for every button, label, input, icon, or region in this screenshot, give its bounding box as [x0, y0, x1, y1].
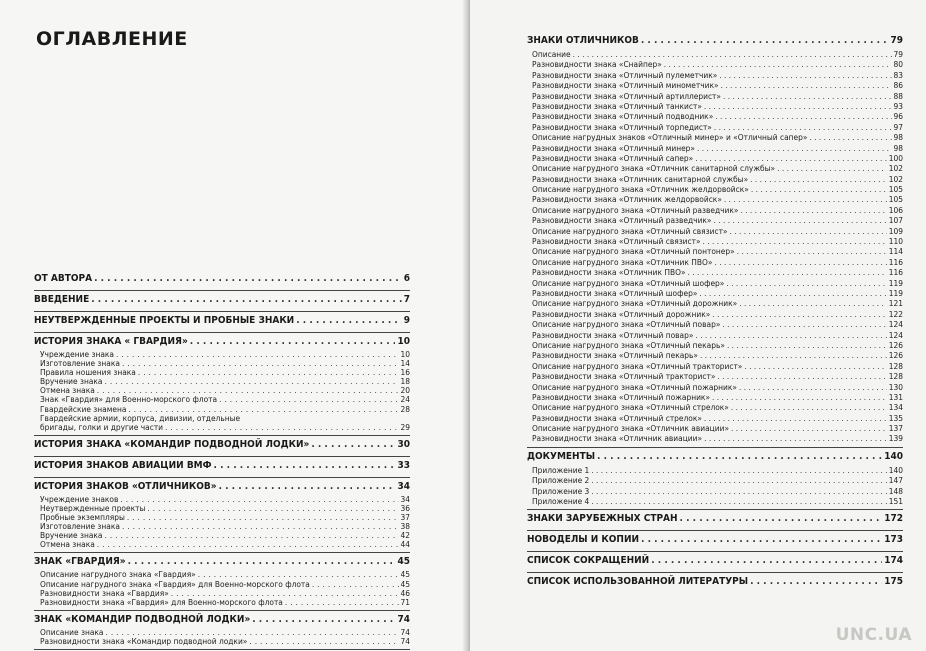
dot-leader [122, 359, 399, 368]
toc-section-page: 174 [884, 555, 903, 567]
toc-entry-page: 121 [888, 298, 903, 309]
toc-entry [527, 298, 903, 308]
toc-entry-title: Описание нагрудного знака «Отличник авиации» [532, 423, 730, 434]
dot-leader [699, 288, 886, 298]
toc-entry [527, 350, 903, 360]
toc-entry-page: 34 [400, 493, 410, 504]
dot-leader [680, 510, 883, 527]
toc-section [34, 270, 410, 287]
toc-entry [527, 80, 903, 90]
toc-entry-title: Разновидности знака «Отличный дорожник» [532, 308, 711, 319]
dot-leader [105, 531, 399, 540]
toc-entry [527, 371, 903, 381]
toc-entry-page: 80 [893, 59, 903, 70]
toc-entry-page: 126 [888, 350, 903, 361]
toc-entry-title: Разновидности знака «Отличный пекарь» [532, 350, 698, 361]
toc-entry-page: 122 [888, 308, 903, 319]
right-page [470, 0, 926, 651]
toc-section-title: СПИСОК СОКРАЩЕНИЙ [527, 555, 650, 567]
dot-leader [219, 395, 398, 404]
toc-section-page: 10 [397, 336, 410, 347]
toc-entry [527, 163, 903, 173]
toc-section-title: ВВЕДЕНИЕ [34, 294, 90, 305]
toc-section [527, 573, 903, 590]
toc-entry-title: Пробные экземпляры [40, 512, 125, 523]
toc-entry-title: Разновидности знака «Отличный разведчик» [532, 215, 712, 226]
dot-leader [809, 132, 891, 142]
toc-section [34, 478, 410, 495]
dot-leader [147, 504, 398, 513]
dot-leader [727, 340, 887, 350]
dot-leader [695, 330, 886, 340]
dot-leader [597, 448, 882, 465]
toc-section-page: 9 [403, 315, 410, 326]
dot-leader [737, 246, 887, 256]
dot-leader [750, 573, 882, 590]
dot-leader [105, 377, 399, 386]
dot-leader [717, 371, 886, 381]
toc-entry [527, 236, 903, 246]
dot-leader [722, 319, 886, 329]
dot-leader [704, 413, 887, 423]
toc-entry [527, 143, 903, 153]
toc-entry-page: 42 [400, 530, 410, 541]
toc-section-page: 140 [884, 450, 903, 462]
toc-entry-title: Учреждение знака [40, 349, 114, 359]
toc-entry-title: Вручение знака [40, 530, 103, 541]
toc-entry-page: 116 [888, 267, 903, 278]
toc-entry-page: 151 [888, 496, 903, 507]
toc-entry-page: 102 [888, 163, 903, 174]
toc-entry [527, 361, 903, 371]
toc-entry-title: Разновидности знака «Отличный минер» [532, 142, 695, 153]
dot-leader [252, 611, 395, 628]
toc-entry [527, 122, 903, 132]
toc-entry [527, 423, 903, 433]
toc-section-title: ИСТОРИЯ ЗНАКОВ «ОТЛИЧНИКОВ» [34, 480, 217, 492]
dot-leader [724, 194, 887, 204]
toc-entry-title: Описание нагрудного знака «Отличный стрелок» [532, 402, 729, 413]
toc-entry-title: Описание [532, 49, 571, 59]
toc-entry-page: 36 [400, 502, 410, 513]
dot-leader [91, 291, 402, 308]
toc-entry-page: 110 [888, 236, 903, 247]
dot-leader [591, 496, 886, 506]
toc-entry-title: Разновидности знака «Снайпер» [532, 59, 662, 70]
toc-entry-title: Разновидности знака «Отличник желдорвойск» [532, 194, 722, 205]
toc-entry [34, 598, 410, 607]
toc-entry-title: Неутвержденные проекты [40, 502, 146, 513]
toc-entry-title: Разновидности знака «Командир подводной лодки» [40, 635, 248, 646]
dot-leader [700, 350, 887, 360]
dot-leader [714, 257, 886, 267]
dot-leader [712, 392, 887, 402]
toc-entry [527, 194, 903, 204]
toc-section-page: 6 [403, 273, 410, 284]
toc-section [34, 291, 410, 308]
dot-leader [739, 382, 887, 392]
toc-section-page: 173 [884, 534, 903, 546]
dot-leader [712, 309, 886, 319]
toc-entry [527, 267, 903, 277]
toc-entry-title: Разновидности знака «Гвардия» [40, 587, 169, 598]
toc-entry [527, 132, 903, 142]
toc-entry-page: 37 [400, 512, 410, 523]
toc-entry [527, 278, 903, 288]
toc-entry-title: Разновидности знака «Отличный шофер» [532, 287, 698, 298]
toc-entry-page: 74 [400, 635, 410, 646]
dot-leader [777, 163, 887, 173]
toc-entry-page: 24 [400, 394, 410, 405]
toc-entry-title: Гвардейские знамена [40, 403, 127, 414]
toc-entry-page: 14 [400, 358, 410, 369]
toc-section [527, 448, 903, 465]
toc-entry-page: 83 [893, 69, 903, 80]
toc-entry-title: Учреждение знаков [40, 493, 119, 504]
toc-entry [527, 49, 903, 59]
toc-entry-page: 128 [888, 371, 903, 382]
toc-entry-title: Разновидности знака «Отличник ПВО» [532, 267, 686, 278]
toc-entry-title: Разновидности знака «Отличный танкист» [532, 100, 702, 111]
dot-leader [726, 278, 886, 288]
dot-leader [723, 91, 892, 101]
toc-entry-title: Разновидности знака «Отличник санитарной службы» [532, 173, 749, 184]
toc-entry-title: Описание нагрудного знака «Отличный повар» [532, 319, 721, 330]
toc-section [34, 457, 410, 474]
toc-entry [527, 70, 903, 80]
toc-entry-title: Изготовление знака [40, 358, 120, 369]
toc-entry-page: 135 [888, 412, 903, 423]
toc-entry-page: 100 [888, 152, 903, 163]
toc-entry-page: 131 [888, 391, 903, 402]
toc-entry-title: Отмена знака [40, 385, 95, 396]
toc-entry-page: 137 [888, 423, 903, 434]
toc-section-page: 79 [890, 35, 903, 46]
toc-entry [527, 486, 903, 496]
toc-section-page: 33 [397, 459, 410, 471]
toc-entry-title: Описание нагрудного знака «Отличный пожарник» [532, 381, 737, 392]
toc-entry-title: Описание нагрудного знака «Отличный понтонер» [532, 246, 735, 257]
toc-section [34, 312, 410, 329]
toc-entry-page: 16 [400, 367, 410, 378]
toc-section-title: ИСТОРИЯ ЗНАКА « ГВАРДИЯ» [34, 336, 188, 347]
toc-entry-page: 139 [888, 433, 903, 444]
toc-entry [527, 153, 903, 163]
dot-leader [719, 70, 891, 80]
toc-entry [527, 184, 903, 194]
dot-leader [641, 32, 889, 49]
dot-leader [591, 486, 886, 496]
toc-section-page: 30 [397, 438, 410, 450]
toc-entry-title: Разновидности знака «Отличный торпедист» [532, 121, 712, 132]
toc-entry [527, 226, 903, 236]
toc-entry [527, 257, 903, 267]
dot-leader [128, 553, 396, 570]
toc-entry [527, 330, 903, 340]
dot-leader [721, 80, 892, 90]
toc-entry [527, 340, 903, 350]
dot-leader [664, 59, 892, 69]
dot-leader [751, 184, 887, 194]
toc-entry-title: Отмена знака [40, 539, 95, 550]
toc-entry-page: 98 [893, 132, 903, 143]
toc-entry [34, 637, 410, 646]
toc-entry-title: Приложение 3 [532, 485, 590, 496]
toc-section-page: 45 [397, 556, 410, 568]
dot-leader [730, 226, 887, 236]
toc-entry [527, 433, 903, 443]
toc-section-page: 172 [884, 513, 903, 525]
dot-leader [214, 457, 396, 474]
toc-entry-title: бригады, голки и другие части [40, 421, 164, 432]
toc-entry-title: Вручение знака [40, 376, 103, 387]
toc-entry-title: Описание нагрудного знака «Отличник санитарной службы» [532, 163, 776, 174]
toc-entry-page: 88 [893, 90, 903, 101]
watermark: UNC.UA [835, 625, 912, 645]
toc-entry [527, 215, 903, 225]
toc-entry-page: 126 [888, 339, 903, 350]
dot-leader [739, 298, 887, 308]
dot-leader [704, 101, 892, 111]
dot-leader [591, 475, 886, 485]
toc-entry-title: Приложение 1 [532, 464, 590, 475]
toc-section-page: 34 [397, 480, 410, 492]
toc-entry-title: Знак «Гвардия» для Военно-морского флота [40, 394, 218, 405]
toc-entry-page: 134 [888, 402, 903, 413]
toc-entry-page: 10 [400, 349, 410, 359]
page-title: ОГЛАВЛЕНИЕ [36, 28, 188, 50]
toc-entry-page: 148 [888, 485, 903, 496]
toc-section [34, 611, 410, 628]
toc-entry-page: 79 [893, 49, 903, 59]
toc-section [34, 333, 410, 350]
dot-leader [641, 531, 882, 548]
toc-entry-title: Разновидности знака «Отличный подводник» [532, 111, 714, 122]
toc-entry [527, 382, 903, 392]
toc-entry-title: Описание нагрудного знака «Отличный шофер» [532, 277, 725, 288]
toc-entry-page: 98 [893, 142, 903, 153]
toc-entry [527, 205, 903, 215]
dot-leader [750, 174, 887, 184]
toc-entry-page: 147 [888, 475, 903, 486]
toc-entry-title: Разновидности знака «Отличный минометчик» [532, 80, 719, 91]
dot-leader [311, 436, 395, 453]
toc-entry-page: 130 [888, 381, 903, 392]
toc-entry-title: Разновидности знака «Отличный сапер» [532, 152, 694, 163]
dot-leader [740, 205, 886, 215]
toc-entry-page: 106 [888, 204, 903, 215]
toc-entry-title: Описание знака [40, 626, 104, 637]
toc-section [34, 553, 410, 570]
toc-section-page: 175 [884, 576, 903, 588]
toc-entry-page: 114 [888, 246, 903, 257]
toc-entry-page: 45 [400, 578, 410, 589]
dot-leader [127, 513, 399, 522]
toc-entry [527, 309, 903, 319]
toc-entry-title: Описание нагрудного знака «Отличный разведчик» [532, 204, 739, 215]
toc-entry-page: 45 [400, 569, 410, 580]
toc-entry-title: Разновидности знака «Отличный стрелок» [532, 412, 702, 423]
dot-leader [165, 423, 398, 432]
toc-entry [527, 319, 903, 329]
toc-entry-title: Описание нагрудного знака «Отличный дорожник» [532, 298, 738, 309]
toc-section-title: ЗНАК «ГВАРДИЯ» [34, 556, 126, 568]
toc-section [527, 531, 903, 548]
dot-leader [591, 465, 886, 475]
toc-entry-page: 97 [893, 121, 903, 132]
toc-entry [527, 91, 903, 101]
dot-leader [714, 122, 892, 132]
toc-entry-title: Разновидности знака «Отличник авиации» [532, 433, 703, 444]
toc-entry-title: Описание нагрудного знака «Отличный тракторист» [532, 360, 743, 371]
toc-entry-title: Описание нагрудного знака «Отличный пекарь» [532, 339, 725, 350]
toc-entry [34, 540, 410, 549]
toc-entry-title: Разновидности знака «Отличный связист» [532, 236, 701, 247]
dot-leader [296, 312, 402, 329]
toc-entry-page: 116 [888, 256, 903, 267]
toc-section [527, 510, 903, 527]
toc-entry-page: 93 [893, 100, 903, 111]
toc-section-title: ИСТОРИЯ ЗНАКА «КОМАНДИР ПОДВОДНОЙ ЛОДКИ» [34, 438, 310, 450]
toc-entry [527, 111, 903, 121]
toc-section-title: ИСТОРИЯ ЗНАКОВ АВИАЦИИ ВМФ [34, 459, 212, 471]
dot-leader [190, 333, 396, 350]
dot-leader [138, 368, 399, 377]
toc-entry-title: Гвардейские армии, корпуса, дивизии, отдельные [40, 412, 241, 423]
toc-entry-title: Описание нагрудных знаков «Отличный минер» и «Отличный сапер» [532, 132, 808, 143]
toc-entry-page: 29 [400, 421, 410, 432]
toc-entry-page: 128 [888, 360, 903, 371]
toc-entry-page: 86 [893, 80, 903, 91]
toc-entry-page: 46 [400, 587, 410, 598]
toc-entry [527, 392, 903, 402]
toc-entry-title: Разновидности знака «Отличный пожарник» [532, 391, 711, 402]
toc-entry-page: 18 [400, 376, 410, 387]
dot-leader [97, 540, 399, 549]
toc-entry-page: 44 [400, 539, 410, 550]
toc-entry-page: 38 [400, 521, 410, 532]
toc-entry-title: Правила ношения знака [40, 367, 136, 378]
dot-leader [122, 522, 399, 531]
toc-entry-title: Описание нагрудного знака «Гвардия» [40, 569, 196, 580]
toc-entry [527, 174, 903, 184]
dot-leader [688, 267, 887, 277]
toc-entry-page: 105 [888, 184, 903, 195]
toc-entry-page: 74 [400, 626, 410, 637]
toc-entry-title: Приложение 4 [532, 496, 590, 507]
toc-section-page: 74 [397, 613, 410, 625]
dot-leader [219, 478, 396, 495]
dot-leader [697, 143, 892, 153]
toc-entry-title: Описание нагрудного знака «Отличный связист» [532, 225, 728, 236]
toc-section [34, 436, 410, 453]
toc-entry-title: Разновидности знака «Отличный пулеметчик» [532, 69, 718, 80]
toc-entry [527, 288, 903, 298]
toc-section-title: НЕУТВЕРЖДЕННЫЕ ПРОЕКТЫ И ПРОБНЫЕ ЗНАКИ [34, 315, 295, 326]
dot-leader [704, 433, 887, 443]
toc-section [527, 552, 903, 569]
toc-entry-title: Описание нагрудного знака «Отличник желдорвойск» [532, 184, 749, 195]
toc-section-title: ОТ АВТОРА [34, 273, 93, 284]
toc-entry-title: Описание нагрудного знака «Гвардия» для Военно-морского флота [40, 578, 310, 589]
toc-entry-page: 102 [888, 173, 903, 184]
dot-leader [715, 111, 891, 121]
dot-leader [120, 495, 398, 504]
toc-entry-page: 71 [400, 596, 410, 607]
toc-entry-page: 119 [888, 277, 903, 288]
toc-entry-page: 124 [888, 319, 903, 330]
dot-leader [285, 598, 399, 607]
toc-section-title: ЗНАК «КОМАНДИР ПОДВОДНОЙ ЛОДКИ» [34, 613, 251, 625]
toc-entry [527, 246, 903, 256]
toc-section-title: ЗНАКИ ЗАРУБЕЖНЫХ СТРАН [527, 513, 678, 525]
toc-entry [34, 423, 410, 432]
dot-leader [573, 49, 892, 59]
toc-entry-page: 109 [888, 225, 903, 236]
dot-leader [731, 402, 887, 412]
dot-leader [249, 637, 398, 646]
toc-entry-title: Описание нагрудного знака «Отличник ПВО» [532, 256, 713, 267]
toc-entry-page: 105 [888, 194, 903, 205]
toc-entry-title: Изготовление знака [40, 521, 120, 532]
toc-entry-page: 20 [400, 385, 410, 396]
toc-entry-title: Разновидности знака «Гвардия» для Военно-морского флота [40, 596, 283, 607]
toc-section-title: НОВОДЕЛЫ И КОПИИ [527, 534, 640, 546]
dot-leader [744, 361, 886, 371]
dot-leader [703, 236, 887, 246]
toc-entry [527, 402, 903, 412]
dot-leader [651, 552, 882, 569]
toc-entry [527, 413, 903, 423]
toc-entry-page: 140 [888, 464, 903, 475]
dot-leader [695, 153, 887, 163]
toc-entry [527, 496, 903, 506]
toc-entry [527, 101, 903, 111]
dot-leader [94, 270, 402, 287]
toc-section-title: СПИСОК ИСПОЛЬЗОВАННОЙ ЛИТЕРАТУРЫ [527, 576, 749, 588]
toc-entry-page: 28 [400, 403, 410, 414]
dot-leader [312, 580, 399, 589]
dot-leader [116, 350, 399, 359]
toc-entry [527, 465, 903, 475]
toc-entry-page: 124 [888, 329, 903, 340]
toc-entry-title: Разновидности знака «Отличный артиллерист» [532, 90, 721, 101]
toc-section-title: ЗНАКИ ОТЛИЧНИКОВ [527, 35, 639, 46]
toc-entry-page: 119 [888, 287, 903, 298]
dot-leader [731, 423, 887, 433]
toc-section [527, 32, 903, 49]
toc-section-title: ДОКУМЕНТЫ [527, 450, 596, 462]
toc-entry [527, 59, 903, 69]
toc-section-page: 7 [403, 294, 410, 305]
toc-left [34, 270, 410, 651]
toc-entry-title: Приложение 2 [532, 475, 590, 486]
toc-entry-page: 107 [888, 215, 903, 226]
toc-entry-page: 96 [893, 111, 903, 122]
toc-entry [527, 475, 903, 485]
toc-entry-title: Разновидности знака «Отличный повар» [532, 329, 694, 340]
dot-leader [714, 215, 887, 225]
toc-entry-title: Разновидности знака «Отличный тракторист» [532, 371, 716, 382]
toc-right [527, 32, 903, 590]
